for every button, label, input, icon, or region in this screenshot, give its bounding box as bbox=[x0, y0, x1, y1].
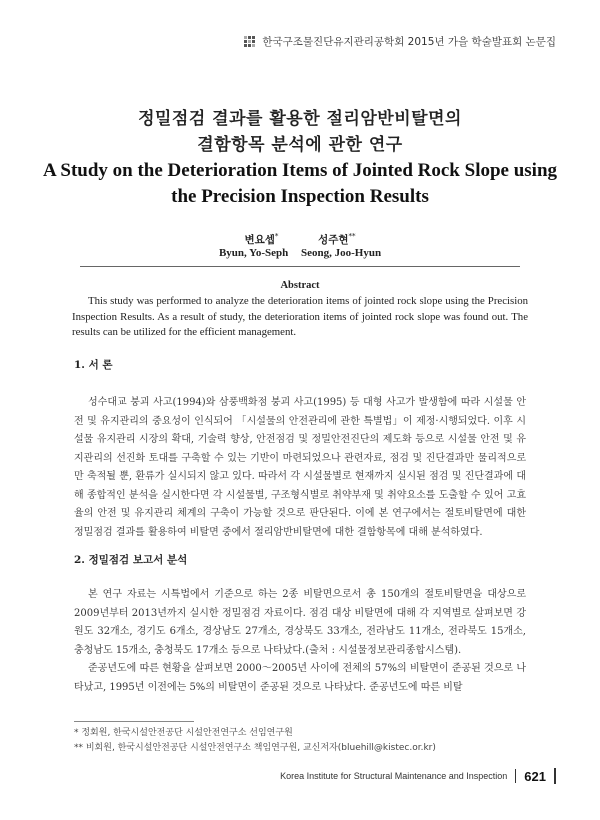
title-divider bbox=[80, 266, 520, 267]
footnote-divider bbox=[74, 721, 194, 722]
conference-name: 한국구조물진단유지관리공학회 2015년 가을 학술발표회 논문집 bbox=[262, 36, 556, 48]
author-1-en: Byun, Yo-Seph bbox=[218, 247, 289, 259]
korean-title-line-2: 결함항목 분석에 관한 연구 bbox=[197, 135, 403, 155]
paragraph: 준공년도에 따른 현황을 살펴보면 2000～2005년 사이에 전체의 57%의 비탈면이 준공된 것으로 나타났고, 1995년 이전에는 5%의 비탈면이 준공된 것으로 나타났다. 준공년도에 따른 비탈 bbox=[74, 663, 526, 693]
paragraph: 본 연구 자료는 시특법에서 기준으로 하는 2종 비탈면으로서 총 150개의 절토비탈면을 대상으로 2009년부터 2013년까지 실시한 정밀점검 자료이다. 점검 대상 비탈면에 대해 각 지역별로 살펴보면 강원도 32개소, 경기도 6개소, 경상남도 27개소, 경상북도 33개소, 전라남도 11개소, 전라북도 15개소, 충청남도 15개소, 충청북도 17개소 등으로 나타났다.(출처 : 시설물정보관리종합시스템). bbox=[74, 589, 526, 656]
korean-title-line-1: 정밀점검 결과를 활용한 절리암반비탈면의 bbox=[138, 109, 462, 129]
footer-bar bbox=[554, 768, 556, 784]
footnote-1: * 정회원, 한국시설안전공단 시설안전연구소 선임연구원 bbox=[74, 728, 293, 738]
author-2: 성주현** bbox=[318, 232, 356, 246]
authors-english bbox=[0, 247, 600, 259]
footer-separator bbox=[515, 769, 516, 783]
footer-institute: Korea Institute for Structural Maintenance and Inspection bbox=[280, 771, 508, 781]
section-heading-report-analysis: 2. 정밀점검 보고서 분석 bbox=[74, 554, 188, 566]
paragraph: 성수대교 붕괴 사고(1994)와 삼풍백화점 붕괴 사고(1995) 등 대형 사고가 발생함에 따라 시설물 안전 및 유지관리의 중요성이 인식되어 「시설물의 안전관리에 관한 특별법」이 제정·시행되었다. 이후 시설물 유지관리 시장의 확대, 기술력 향상, 안전점검 및 정밀안전진단의 제도화 등으로 시설물 안전 및 유지관리의 선진화 토대를 구축할 수 있는 기반이 마련되었으나 관련자료, 점검 및 진단결과만 물리적으로만 축적될 뿐, 환류가 실시되지 않고 있다. 따라서 각 시설물별로 현재까지 실시된 점검 및 진단결과에 대해 종합적인 분석을 실시한다면 각 시설물별, 구조형식별로 취약부재 및 취약요소를 도출할 수 있어 고효율의 안전 및 유지관리 체계의 구축이 가능할 것으로 판단된다. 이에 본 연구에서는 절토비탈면에 대한 정밀점검 결과를 활용하여 비탈면 중에서 절리암반비탈면에 대한 결함항목에 대해 분석하였다. bbox=[74, 397, 526, 538]
section-heading-introduction: 1. 서 론 bbox=[74, 359, 113, 371]
page-number: 621 bbox=[524, 768, 546, 784]
authors-korean bbox=[0, 232, 600, 247]
running-header bbox=[244, 34, 556, 49]
section-body-introduction bbox=[74, 394, 526, 542]
author-2-en: Seong, Joo-Hyun bbox=[300, 247, 382, 259]
section-body-report-analysis bbox=[74, 586, 526, 697]
english-title: A Study on the Deterioration Items of Jointed Rock Slope using the Precision Inspection Results bbox=[42, 160, 558, 207]
page-footer bbox=[280, 768, 556, 784]
grid-dots-icon bbox=[244, 36, 255, 47]
footnote-2: ** 비회원, 한국시설안전공단 시설안전연구소 책임연구원, 교신저자(bluehill@kistec.or.kr) bbox=[74, 743, 436, 753]
abstract-heading: Abstract bbox=[280, 280, 320, 291]
author-1: 변요셉* bbox=[244, 232, 279, 246]
abstract-text: This study was performed to analyze the deterioration items of jointed rock slope using the Precision Inspection Results. As a result of study, the deterioration items of jointed rock slope was found out. The results can be utilized for the efficient management. bbox=[72, 295, 528, 338]
